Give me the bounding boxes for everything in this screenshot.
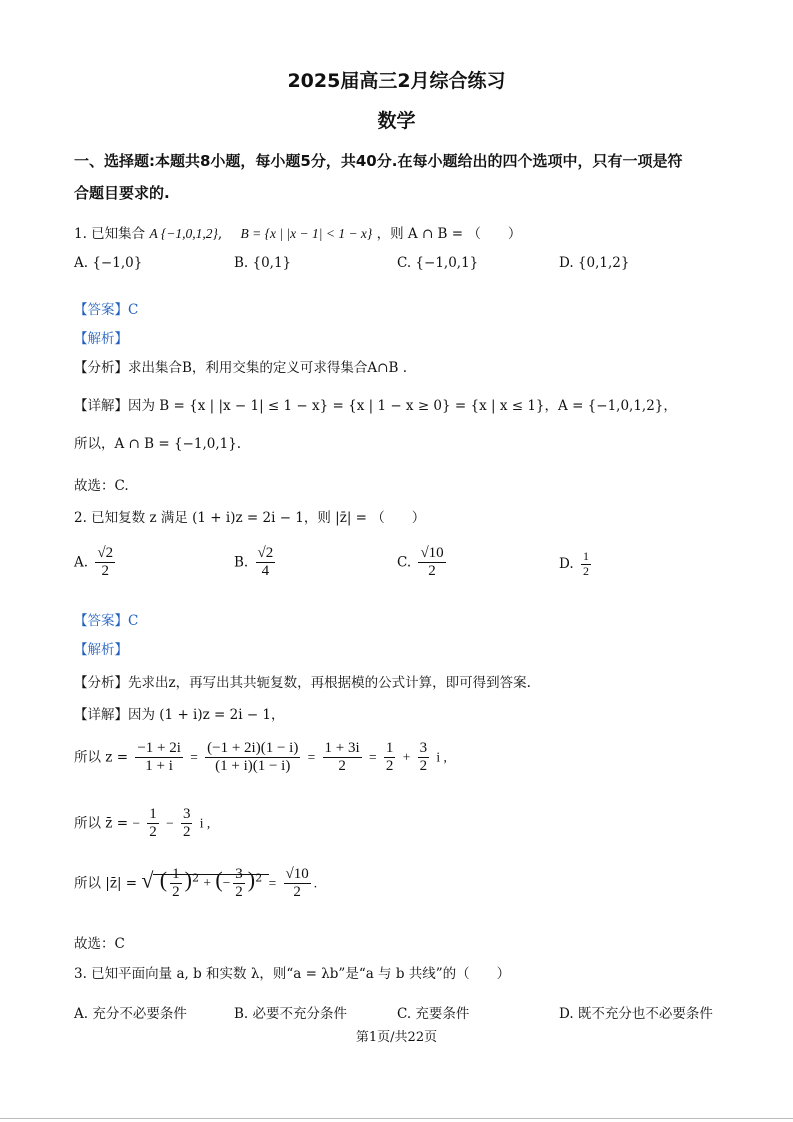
q3-option-b: B. 必要不充分条件	[234, 1006, 348, 1022]
q2-stem: 2. 已知复数 z 满足 (1 + i)z = 2i − 1，则 |z̄| = （ ）	[74, 510, 426, 526]
q2-analysis-label: 【解析】	[74, 642, 128, 658]
q1-choose: 故选：C.	[74, 478, 129, 494]
q2-step2: 所以 z̄ = − $\frac{1}{2}$ − $\frac{3}{2}$ i ,	[74, 806, 211, 841]
q2-option-a: A. $\frac{√2}{2}$	[74, 545, 114, 580]
q3-option-d: D. 既不充分也不必要条件	[559, 1006, 713, 1022]
q2-choose: 故选：C	[74, 936, 125, 952]
q1-option-a: A. {−1,0}	[74, 255, 143, 271]
q1-option-b: B. {0,1}	[234, 255, 292, 271]
q3-option-c: C. 充要条件	[397, 1006, 470, 1022]
q1-conclusion: 所以，A ∩ B = {−1,0,1}.	[74, 436, 242, 452]
subject-title: 数学	[377, 110, 416, 132]
q2-option-d: D. $\frac{1}{2}$	[559, 549, 589, 578]
q1-answer: 【答案】C	[74, 302, 139, 318]
q1-set-a: A {−1,0,1,2}	[149, 226, 218, 241]
section-heading-line2: 合题目要求的.	[74, 184, 170, 202]
q2-option-d-fraction: $\frac{1}{2}$	[582, 549, 589, 578]
q1-stem: 1. 已知集合 A {−1,0,1,2}, B = {x | |x − 1| < 1 − x} ，则 A ∩ B = （ ）	[74, 226, 522, 242]
q1-detail: 【详解】因为 B = {x | |x − 1| ≤ 1 − x} = {x | 1 − x ≥ 0} = {x | x ≤ 1}，A = {−1,0,1,2}，	[74, 398, 677, 414]
q1-fenxi: 【分析】求出集合B，利用交集的定义可求得集合A∩B .	[74, 360, 407, 376]
q2-option-b-fraction: $\frac{√2}{4}$	[257, 545, 274, 580]
q2-fenxi: 【分析】先求出z，再写出其共轭复数，再根据模的公式计算，即可得到答案.	[74, 675, 531, 691]
q2-option-b: B. $\frac{√2}{4}$	[234, 545, 274, 580]
q2-option-c-fraction: $\frac{√10}{2}$	[420, 545, 444, 580]
q1-option-d: D. {0,1,2}	[559, 255, 630, 271]
document-title: 2025届高三2月综合练习	[287, 70, 506, 92]
q2-option-c: C. $\frac{√10}{2}$	[397, 545, 444, 580]
q2-step3: 所以 |z̄| = √ ( $\frac{1}{2}$ )$^2$ + (− $\frac{3}{2}$ )$^2$ = $\frac{√10}{2}$ .	[74, 866, 318, 901]
q1-option-c: C. {−1,0,1}	[397, 255, 479, 271]
q1-analysis-label: 【解析】	[74, 331, 128, 347]
q1-stem-prefix: 1. 已知集合	[74, 226, 146, 242]
q2-answer: 【答案】C	[74, 613, 139, 629]
q2-option-a-fraction: $\frac{√2}{2}$	[97, 545, 114, 580]
q1-then: ，则 A ∩ B = （ ）	[376, 226, 522, 242]
section-heading-line1: 一、选择题:本题共8小题，每小题5分，共40分.在每小题给出的四个选项中，只有一项是符	[74, 152, 683, 170]
page-bottom-divider	[0, 1118, 793, 1119]
q3-stem: 3. 已知平面向量 a, b 和实数 λ，则“a = λb”是“a 与 b 共线”的（ ）	[74, 966, 511, 982]
q1-set-b: B = {x | |x − 1| < 1 − x}	[240, 226, 373, 241]
page-footer: 第1页/共22页	[355, 1030, 438, 1045]
q3-option-a: A. 充分不必要条件	[74, 1006, 187, 1022]
q2-detail: 【详解】因为 (1 + i)z = 2i − 1，	[74, 707, 285, 723]
q2-step1: 所以 z = $\frac{-1 + 2i}{1 + i}$ = $\frac{(-1 + 2i)(1 - i)}{(1 + i)(1 - i)}$ = $\frac{1 + 3i}{2}$ = $\frac{1}{2}$ + $\frac{3}{2}$ i ,	[74, 740, 447, 775]
